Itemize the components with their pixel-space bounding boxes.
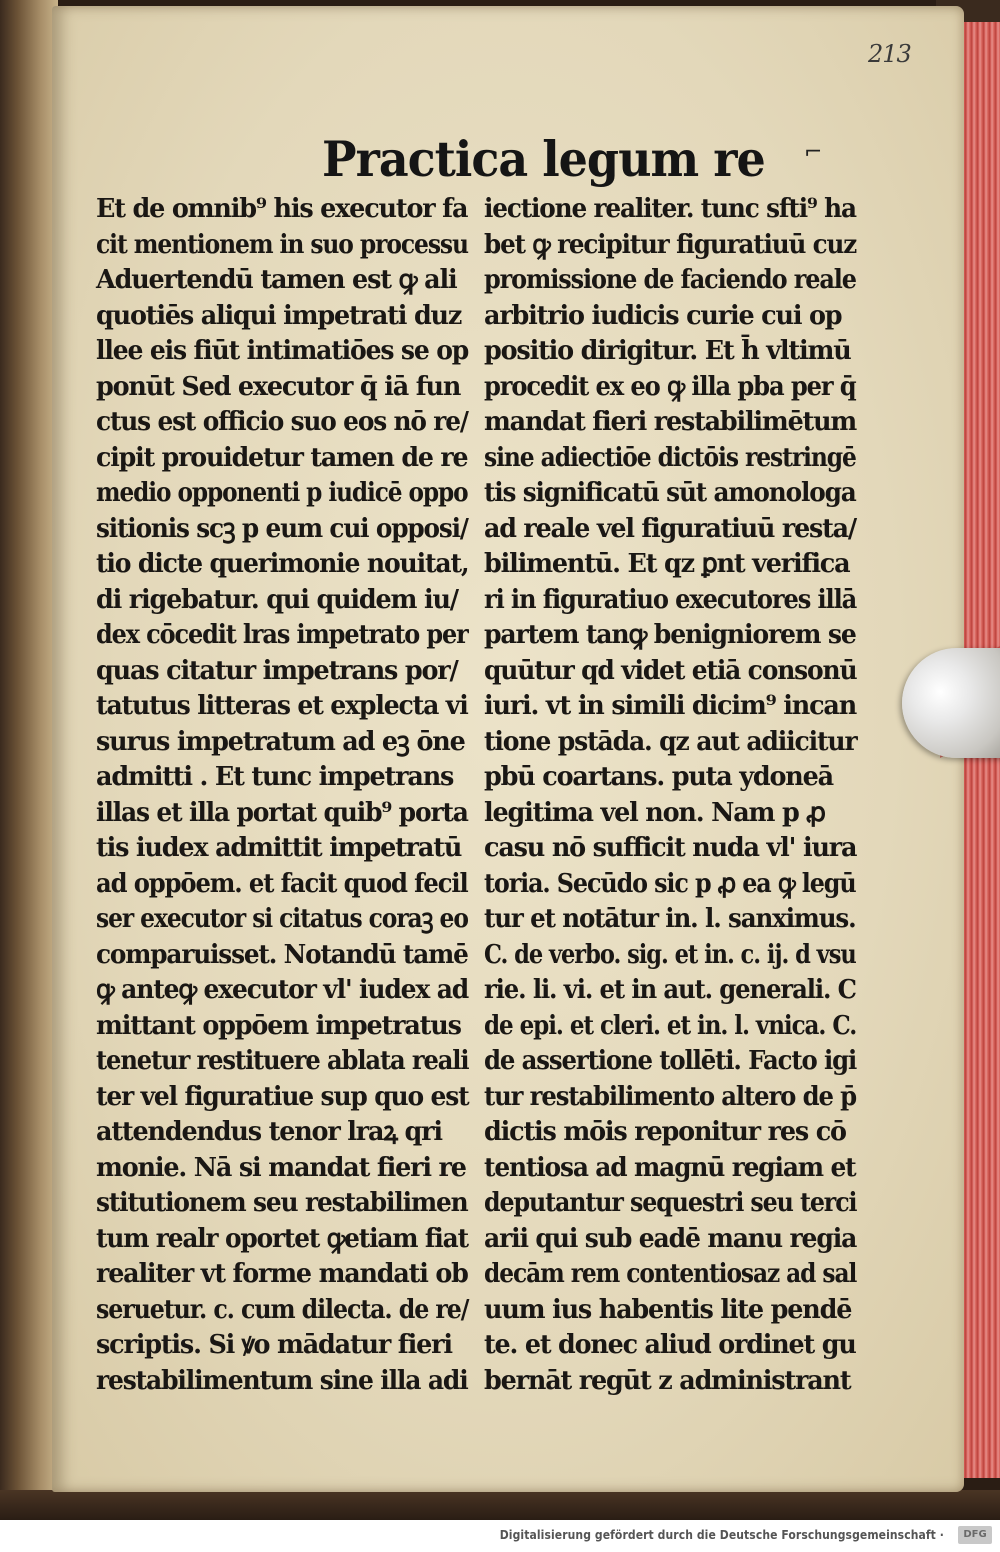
running-head: Practica legum re <box>322 130 765 188</box>
text-line: mandat fieri restabilimētum <box>484 407 857 437</box>
text-line: medio opponenti p iudicē oppo <box>96 478 468 508</box>
text-line: ad oppōem. et facit quod fecil <box>96 868 468 899</box>
text-line: partem tanꝙ benigniorem se <box>484 620 856 650</box>
text-line: de assertione tollēti. Facto igi <box>484 1046 857 1076</box>
text-line: Et de omnib⁹ his executor fa <box>96 194 468 224</box>
text-line: tur restabilimento altero de p̄ <box>484 1081 857 1112</box>
credit-text: Digitalisierung gefördert durch die Deutsche Forschungsgemeinschaft · <box>499 1528 944 1542</box>
text-line: tur et notātur in. l. sanximus. <box>484 904 856 934</box>
text-line: admitti . Et tunc impetrans <box>96 762 454 792</box>
text-line: tis iudex admittit impetratū <box>96 833 462 863</box>
left-text-column <box>96 192 476 1399</box>
text-line: positio dirigitur. Et h̄ vltimū <box>484 336 851 366</box>
folio-number: 213 <box>868 40 911 68</box>
text-line: tio dicte querimonie nouitat, <box>96 549 469 579</box>
text-line: deputantur sequestri seu terci <box>484 1188 857 1218</box>
text-line: dex cōcedit lras impetrato per <box>96 620 468 650</box>
text-line: rie. li. vi. et in aut. generali. C <box>484 975 856 1005</box>
text-line: bilimentū. Et qz ꝑnt verifica <box>484 549 850 579</box>
text-line: bernāt regūt z administrant <box>484 1365 851 1396</box>
text-line: toria. Secūdo sic p ꝓ ea ꝙ legū <box>484 868 856 899</box>
text-line: attendendus tenor lraꝝ qri <box>96 1117 442 1147</box>
text-line: ad reale vel figuratiuū resta/ <box>484 513 856 544</box>
text-line: comparuisset. Notandū tamē <box>96 939 468 970</box>
text-line: bet ꝙ recipitur figuratiuū cuz <box>484 229 857 260</box>
text-line: tatutus litteras et explecta vi <box>96 691 468 721</box>
text-line: quūtur qd videt etiā consonū <box>484 655 857 686</box>
text-line: arii qui sub eadē manu regia <box>484 1223 857 1254</box>
bottom-shadow <box>0 1490 1000 1520</box>
dfg-logo: DFG <box>958 1526 992 1544</box>
text-line: llee eis fiūt intimatiōes se op <box>96 336 469 366</box>
text-line: stitutionem seu restabilimen <box>96 1188 468 1218</box>
text-line: tum realr oportet ꝙetiam fiat <box>96 1223 468 1254</box>
text-line: procedit ex eo ꝙ illa pba per q̄ <box>484 371 856 402</box>
text-line: quotiēs aliqui impetrati duz <box>96 300 462 331</box>
text-line: cit mentionem in suo processu <box>96 229 468 260</box>
text-line: Aduertendū tamen est ꝙ ali <box>96 265 457 295</box>
text-line: mittant oppōem impetratus <box>96 1010 461 1041</box>
text-line: decām rem contentiosaz ad sal <box>484 1259 857 1289</box>
text-line: tis significatū sūt amonologa <box>484 478 856 508</box>
text-line: seruetur. c. cum dilecta. de re/ <box>96 1294 469 1325</box>
text-line: uum ius habentis lite pendē <box>484 1294 852 1325</box>
text-line: ser executor si citatus coraꝫ eo <box>96 904 468 934</box>
text-line: ponūt Sed executor q̄ iā fun <box>96 371 461 402</box>
text-line: dictis mōis reponitur res cō <box>484 1117 846 1147</box>
text-line: tione pstāda. qz aut adiicitur <box>484 726 857 757</box>
text-line: C. de verbo. sig. et in. c. ij. d vsu <box>484 939 856 970</box>
text-line: iuri. vt in simili dicim⁹ incan <box>484 691 857 721</box>
text-line: pbū coartans. puta ydoneā <box>484 762 833 792</box>
text-line: restabilimentum sine illa adi <box>96 1365 468 1396</box>
text-line: monie. Nā si mandat fieri re <box>96 1152 466 1183</box>
text-line: quas citatur impetrans por/ <box>96 655 458 686</box>
credit-footer <box>0 1520 1000 1552</box>
text-line: te. et donec aliud ordinet gu <box>484 1330 856 1360</box>
text-line: illas et illa portat quib⁹ porta <box>96 797 468 828</box>
text-line: di rigebatur. qui quidem iu/ <box>96 584 458 615</box>
text-line: arbitrio iudicis curie cui op <box>484 300 842 331</box>
text-line: tenetur restituere ablata reali <box>96 1046 469 1076</box>
binding-edge <box>0 0 58 1520</box>
text-line: iectione realiter. tunc sfti⁹ ha <box>484 194 856 224</box>
text-line: tentiosa ad magnū regiam et <box>484 1152 856 1183</box>
text-line: surus impetratum ad eꝫ ōne <box>96 726 465 757</box>
text-line: scriptis. Si ꝟo mādatur fieri <box>96 1330 452 1360</box>
text-line: de epi. et cleri. et in. l. vnica. C. <box>484 1010 857 1041</box>
text-line: sine adiectiōe dictōis restringē <box>484 442 856 473</box>
margin-mark: ⌐ <box>804 140 823 165</box>
text-line: ꝙ anteꝙ executor vl' iudex ad <box>96 975 469 1005</box>
right-text-column <box>484 192 864 1399</box>
text-line: ter vel figuratiue sup quo est <box>96 1081 469 1112</box>
text-line: casu nō sufficit nuda vl' iura <box>484 833 857 863</box>
text-line: cipit prouidetur tamen de re <box>96 442 468 473</box>
text-line: ri in figuratiuo executores illā <box>484 584 857 615</box>
text-line: sitionis scꝫ p eum cui opposi/ <box>96 513 468 544</box>
text-line: ctus est officio suo eos nō re/ <box>96 407 468 437</box>
text-line: legitima vel non. Nam p ꝓ <box>484 797 825 828</box>
text-line: realiter vt forme mandati ob <box>96 1259 468 1289</box>
text-line: promissione de faciendo reale <box>484 265 856 295</box>
